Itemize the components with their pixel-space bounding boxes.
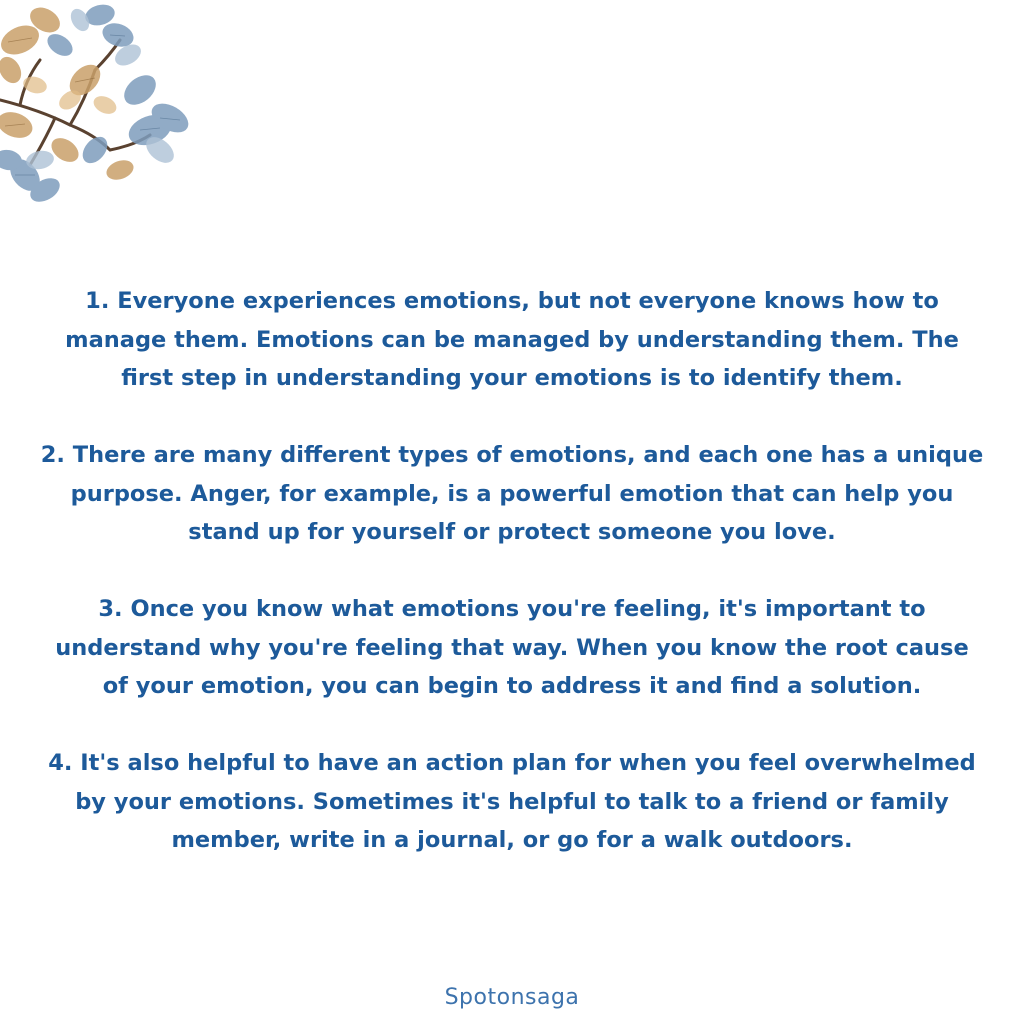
dried-hydrangea-flowers-icon [0,0,200,210]
tip-paragraph-2: 2. There are many different types of emotions, and each one has a unique purpose. Anger, for example, is a powerful emotion that can help you stand up for yourself or protect someone you love. [40,442,984,545]
tip-paragraph-1: 1. Everyone experiences emotions, but not everyone knows how to manage them. Emotions can be managed by understanding them. The first step in understanding your emotions is to identify them. [65,288,959,391]
brand-watermark: Spotonsaga [444,985,580,1010]
tip-paragraph-3: 3. Once you know what emotions you're feeling, it's important to understand why you're feeling that way. When you know the root cause of your emotion, you can begin to address it and find a solution. [55,596,969,699]
tip-paragraph-4: 4. It's also helpful to have an action plan for when you feel overwhelmed by your emotions. Sometimes it's helpful to talk to a friend or family member, write in a journal, or go for a walk outdoors. [48,750,976,853]
tips-list [40,282,984,860]
